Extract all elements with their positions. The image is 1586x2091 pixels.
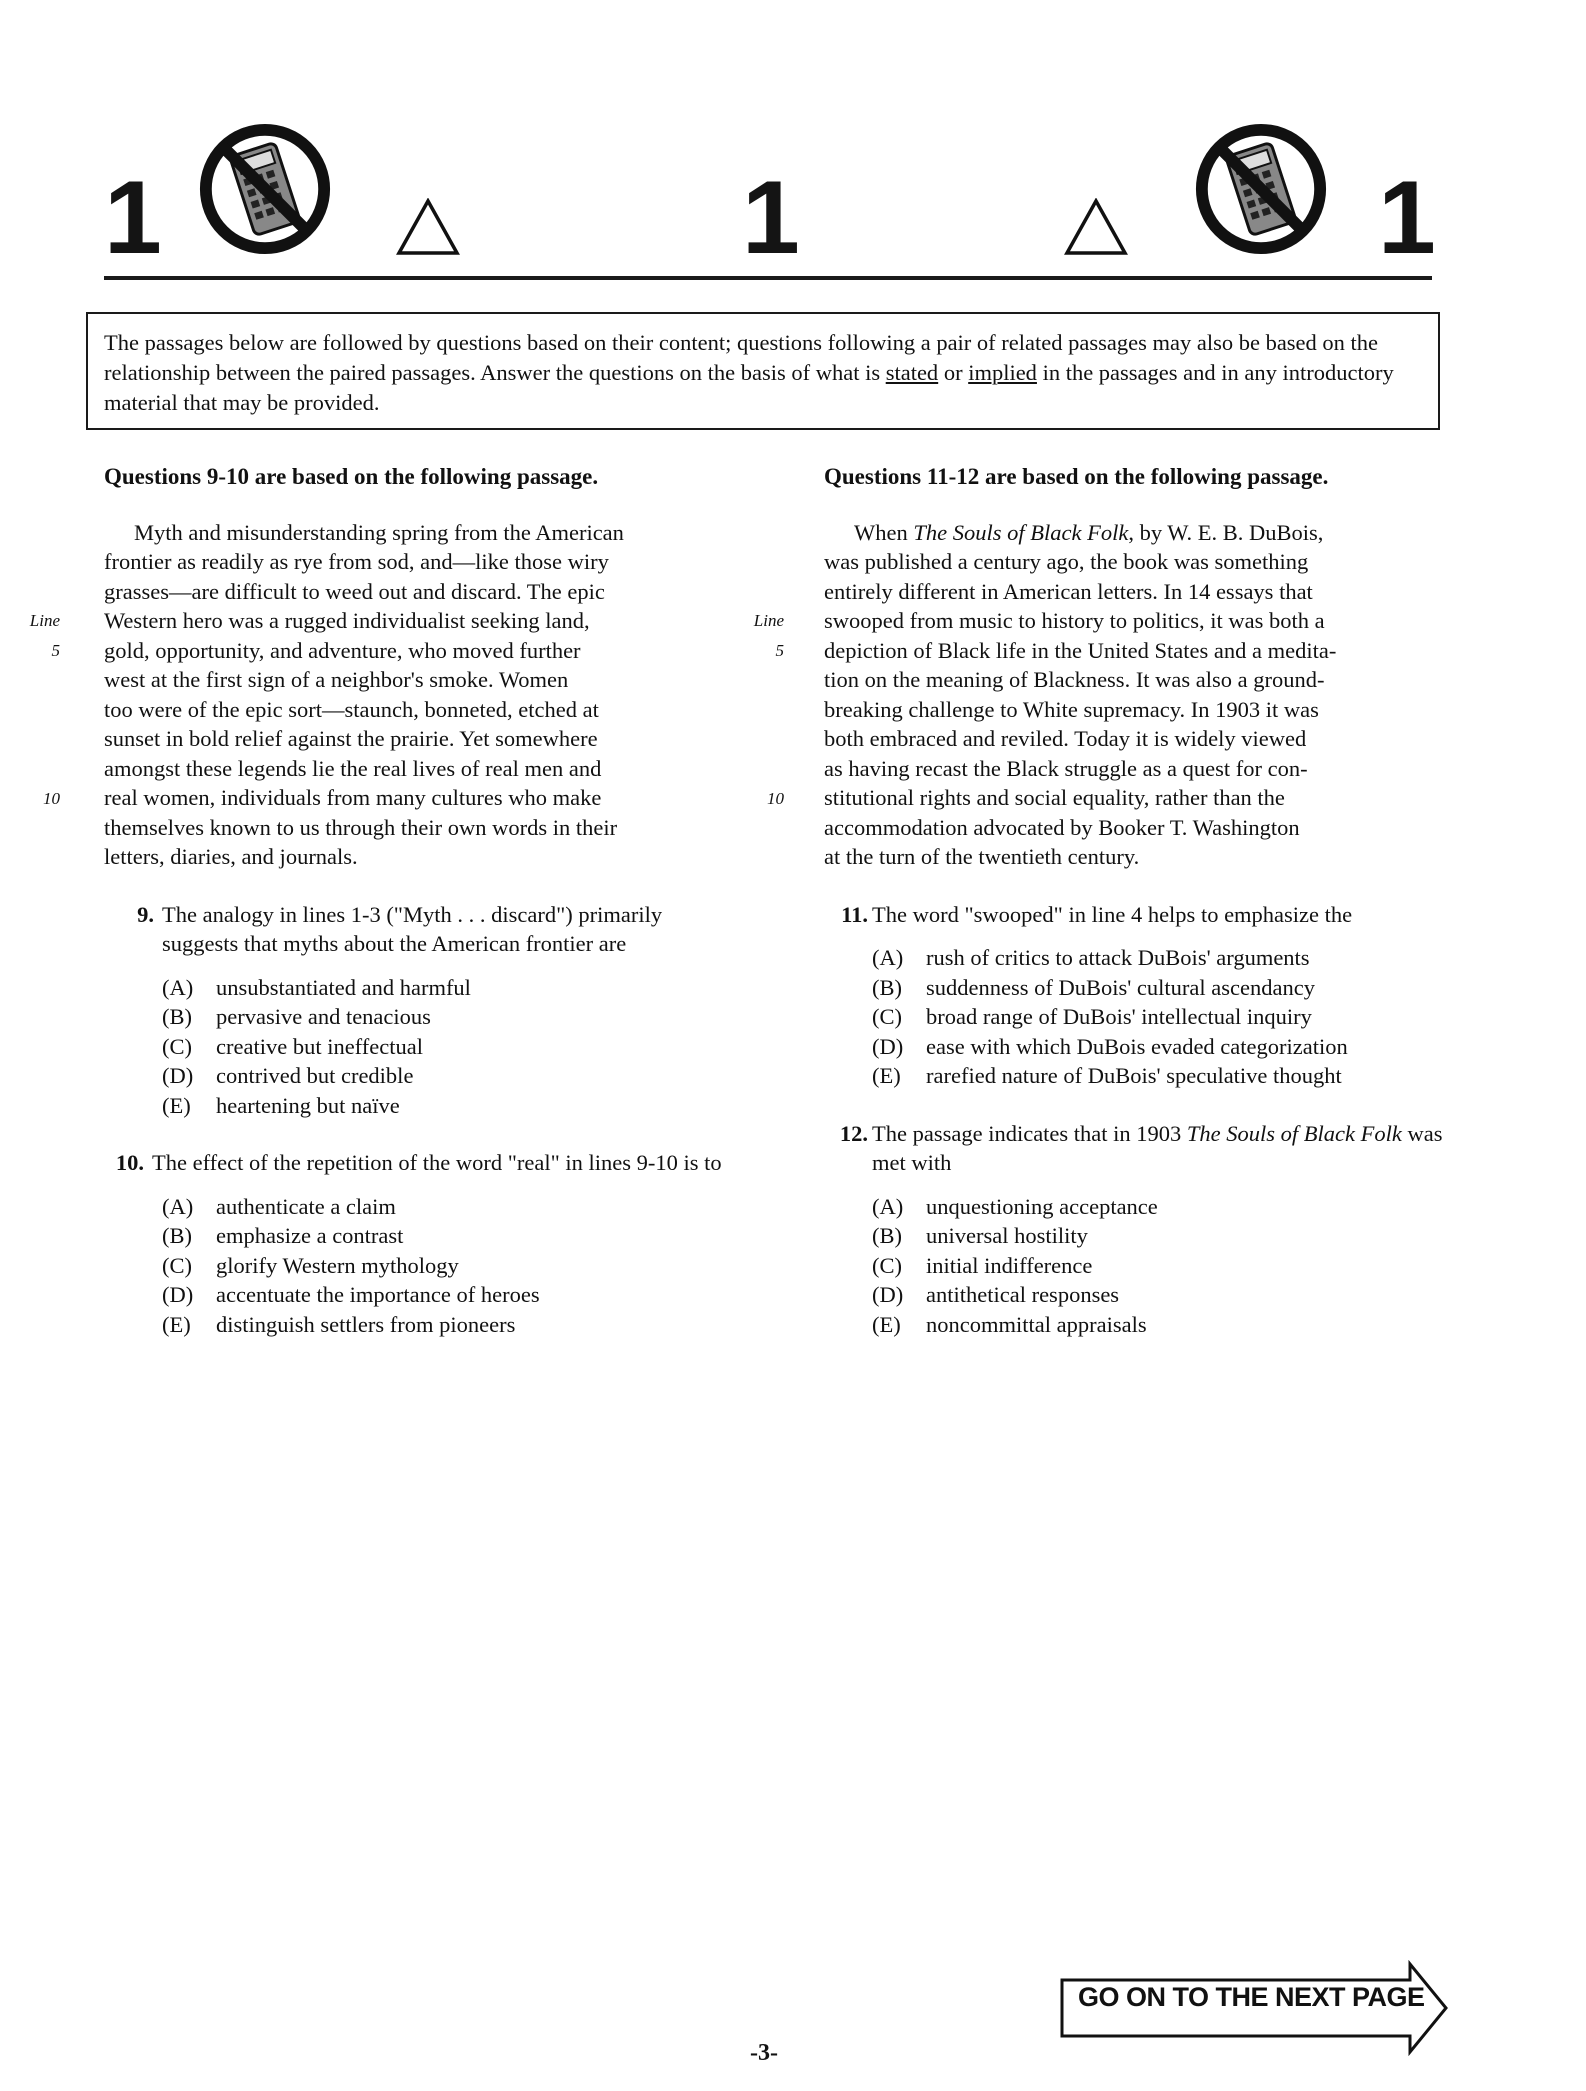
choice-letter: (C) [872, 1252, 902, 1278]
answer-choice[interactable] [162, 1002, 724, 1032]
answer-choice[interactable] [872, 1002, 1444, 1032]
question-text: The passage indicates that in 1903 [872, 1120, 1187, 1146]
choice-text: emphasize a contrast [216, 1223, 404, 1248]
answer-choice[interactable] [872, 943, 1444, 973]
choice-text: creative but ineffectual [216, 1033, 423, 1059]
choice-text: suddenness of DuBois' cultural ascendancy [926, 974, 1315, 1000]
question-10 [104, 1148, 724, 1339]
answer-choice[interactable] [872, 1251, 1444, 1281]
section-number-right: 1 [1378, 160, 1436, 276]
passage-line: swooped from music to history to politics, it was both a [824, 608, 1325, 633]
answer-choice[interactable] [872, 1061, 1444, 1091]
passage-line: real women, individuals from many cultures who make [104, 785, 602, 810]
passage-line: as having recast the Black struggle as a quest for con- [824, 755, 1308, 781]
choice-text: broad range of DuBois' intellectual inquiry [926, 1004, 1312, 1029]
choice-text: antithetical responses [926, 1282, 1120, 1307]
question-text: was met with [872, 1120, 1443, 1175]
choice-text: noncommittal appraisals [926, 1311, 1147, 1337]
triangle-icon [396, 198, 460, 256]
choice-letter: (C) [162, 1033, 192, 1059]
implied-word: implied [968, 360, 1037, 385]
passage-line: themselves known to us through their own words in their [104, 814, 618, 840]
choice-letter: (C) [872, 1004, 902, 1029]
directions-text: The passages below are followed by questions based on their content; questions following a pair of related passages may also be based on the relationship between the paired passages. Answer the questions on the basis of what is [104, 330, 1379, 385]
book-title: The Souls of Black Folk [1186, 1120, 1402, 1146]
passage-line: was published a century ago, the book was something [824, 549, 1309, 574]
question-text: The effect of the repetition of the word "real" in lines 9-10 is to [152, 1150, 722, 1175]
question-number: 12. [839, 1120, 868, 1146]
question-9 [114, 900, 724, 1121]
choice-text: authenticate a claim [216, 1193, 396, 1219]
directions-or: or [938, 360, 969, 385]
choice-letter: (B) [872, 974, 902, 1000]
line-label: Line [29, 610, 60, 630]
passage-line: accommodation advocated by Booker T. Washington [824, 814, 1300, 840]
question-12 [824, 1119, 1444, 1340]
directions-box [86, 312, 1440, 430]
choice-text: accentuate the importance of heroes [216, 1282, 540, 1307]
passage-line: Western hero was a rugged individualist seeking land, [104, 608, 590, 633]
right-column [753, 462, 1444, 1339]
section-number: 1 [104, 160, 162, 276]
passage-2 [753, 518, 1444, 872]
answer-choice[interactable] [872, 1192, 1444, 1222]
choice-text: glorify Western mythology [216, 1252, 459, 1278]
choice-letter: (E) [872, 1063, 901, 1088]
choice-text: rush of critics to attack DuBois' arguments [926, 945, 1310, 970]
choice-letter: (D) [872, 1282, 904, 1307]
question-number: 11. [841, 901, 868, 927]
answer-choice[interactable] [162, 1221, 724, 1251]
passage-line [824, 518, 1444, 548]
passage-line: frontier as readily as rye from sod, and—like those wiry [104, 549, 609, 574]
choice-text: initial indifference [926, 1252, 1093, 1278]
answer-choice[interactable] [872, 973, 1444, 1003]
page-number: -3- [750, 2040, 778, 2066]
answer-choices [162, 973, 724, 1121]
choice-letter: (A) [162, 974, 194, 1000]
answer-choices [162, 1192, 724, 1340]
question-stem [824, 900, 1444, 930]
next-page-label: GO ON TO THE NEXT PAGE [1078, 1982, 1425, 2012]
answer-choices [872, 943, 1444, 1091]
passage-1 [29, 518, 724, 872]
question-number: 9. [137, 901, 154, 927]
question-stem [824, 1119, 1444, 1178]
passage-line: Myth and misunderstanding spring from the American [134, 519, 624, 545]
passage-text: When [854, 519, 914, 545]
no-calculator-icon [196, 120, 334, 258]
answer-choice[interactable] [872, 1032, 1444, 1062]
choice-text: unsubstantiated and harmful [216, 974, 471, 1000]
question-stem [114, 900, 724, 959]
choice-letter: (B) [162, 1004, 192, 1029]
left-column [29, 462, 724, 1339]
choice-text: rarefied nature of DuBois' speculative thought [926, 1063, 1342, 1088]
triangle-icon [1064, 198, 1128, 256]
answer-choice[interactable] [162, 1251, 724, 1281]
answer-choice[interactable] [162, 1192, 724, 1222]
line-number-10: 10 [43, 788, 60, 808]
answer-choice[interactable] [162, 973, 724, 1003]
passage-line: tion on the meaning of Blackness. It was also a ground- [824, 667, 1325, 692]
choice-letter: (A) [872, 945, 904, 970]
choice-letter: (B) [162, 1223, 192, 1248]
answer-choice[interactable] [162, 1280, 724, 1310]
section-number-center: 1 [742, 160, 800, 276]
choice-text: unquestioning acceptance [926, 1193, 1158, 1219]
choice-letter: (A) [872, 1193, 904, 1219]
choice-text: universal hostility [926, 1223, 1088, 1248]
passage-intro: Questions 11-12 are based on the following passage. [824, 464, 1329, 489]
question-stem [104, 1148, 724, 1178]
answer-choice[interactable] [162, 1032, 724, 1062]
line-number-5: 5 [775, 640, 784, 660]
passage-text: , by W. E. B. DuBois, [1128, 519, 1324, 545]
header-rule [104, 276, 1432, 280]
choice-letter: (E) [162, 1092, 191, 1118]
line-number-5: 5 [51, 640, 60, 660]
passage-line: depiction of Black life in the United States and a medita- [824, 637, 1337, 663]
choice-text: ease with which DuBois evaded categorization [926, 1033, 1348, 1059]
choice-letter: (E) [872, 1311, 901, 1337]
question-text: The word "swooped" in line 4 helps to emphasize the [872, 901, 1353, 927]
passage-line: too were of the epic sort—staunch, bonneted, etched at [104, 696, 599, 722]
choice-letter: (D) [872, 1033, 904, 1059]
answer-choice[interactable] [872, 1280, 1444, 1310]
passage-line: at the turn of the twentieth century. [824, 844, 1140, 869]
passage-line: letters, diaries, and journals. [104, 844, 358, 869]
answer-choice[interactable] [162, 1091, 724, 1121]
choice-letter: (B) [872, 1223, 902, 1248]
passage-line: stitutional rights and social equality, rather than the [824, 785, 1285, 810]
choice-text: pervasive and tenacious [216, 1004, 431, 1029]
choice-letter: (D) [162, 1063, 194, 1088]
passage-line: both embraced and reviled. Today it is widely viewed [824, 726, 1307, 751]
passage-line: grasses—are difficult to weed out and discard. The epic [104, 578, 605, 604]
passage-line: sunset in bold relief against the prairie. Yet somewhere [104, 726, 598, 751]
choice-letter: (A) [162, 1193, 194, 1219]
answer-choice[interactable] [872, 1221, 1444, 1251]
passage-intro: Questions 9-10 are based on the following passage. [104, 464, 599, 489]
directions-text-end: in the passages and in any introductory material that may be provided. [104, 360, 1394, 415]
choice-letter: (C) [162, 1252, 192, 1278]
line-number-10: 10 [767, 788, 784, 808]
passage-line: entirely different in American letters. In 14 essays that [824, 578, 1313, 604]
passage-line: west at the first sign of a neighbor's smoke. Women [104, 667, 569, 692]
next-page-button[interactable] [1060, 1960, 1452, 2061]
no-calculator-icon [1192, 120, 1330, 258]
choice-letter: (D) [162, 1282, 194, 1307]
answer-choice[interactable] [162, 1310, 724, 1340]
passage-line: amongst these legends lie the real lives of real men and [104, 755, 602, 781]
passage-line: breaking challenge to White supremacy. In 1903 it was [824, 696, 1319, 722]
question-text: The analogy in lines 1-3 ("Myth . . . discard") primarily suggests that myths about the American frontier are [162, 901, 663, 956]
answer-choices [872, 1192, 1444, 1340]
answer-choice[interactable] [872, 1310, 1444, 1340]
question-11 [824, 900, 1444, 1091]
line-label: Line [753, 610, 784, 630]
choice-text: contrived but credible [216, 1063, 414, 1088]
passage-line: gold, opportunity, and adventure, who moved further [104, 637, 581, 663]
choice-text: distinguish settlers from pioneers [216, 1311, 516, 1337]
choice-text: heartening but naïve [216, 1092, 400, 1118]
question-number: 10. [115, 1150, 144, 1175]
choice-letter: (E) [162, 1311, 191, 1337]
book-title: The Souls of Black Folk [913, 519, 1129, 545]
answer-choice[interactable] [162, 1061, 724, 1091]
stated-word: stated [885, 360, 939, 385]
